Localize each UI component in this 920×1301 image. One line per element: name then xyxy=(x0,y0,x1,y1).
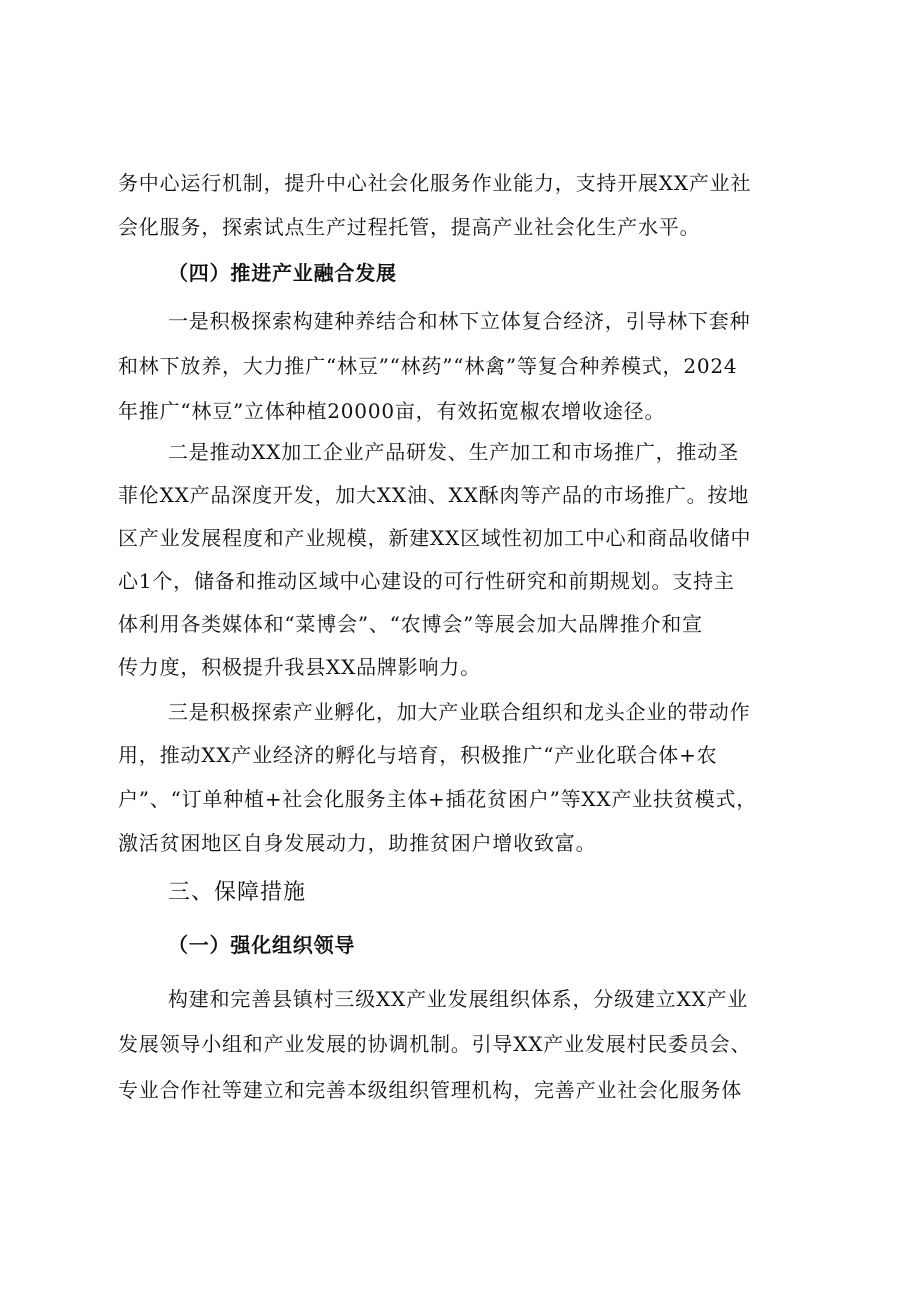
text-line: 心1个，储备和推动区域中心建设的可行性研究和前期规划。支持主 xyxy=(118,569,735,593)
section-heading: （一）强化组织领导 xyxy=(168,933,356,957)
text-line: 用，推动XX产业经济的孵化与培育，积极推广“产业化联合体+农 xyxy=(118,743,718,767)
text-line: 户”、“订单种植+社会化服务主体+插花贫困户”等XX产业扶贫模式， xyxy=(118,787,758,811)
text-line: 一是积极探索构建种养结合和林下立体复合经济，引导林下套种 xyxy=(168,309,751,333)
chapter-heading: 三、保障措施 xyxy=(168,880,307,905)
section-heading: （四）推进产业融合发展 xyxy=(168,261,397,285)
text-line: 发展领导小组和产业发展的协调机制。引导XX产业发展村民委员会、 xyxy=(118,1032,752,1056)
text-line: 会化服务，探索试点生产过程托管，提高产业社会化生产水平。 xyxy=(118,215,701,239)
text-line: 专业合作社等建立和完善本级组织管理机构，完善产业社会化服务体 xyxy=(118,1078,742,1102)
text-line: 构建和完善县镇村三级XX产业发展组织体系，分级建立XX产业 xyxy=(168,987,749,1011)
text-line: 二是推动XX加工企业产品研发、生产加工和市场推广，推动圣 xyxy=(168,440,739,464)
text-line: 三是积极探索产业孵化，加大产业联合组织和龙头企业的带动作 xyxy=(168,700,751,724)
text-line: 激活贫困地区自身发展动力，助推贫困户增收致富。 xyxy=(118,831,597,855)
text-line: 务中心运行机制，提升中心社会化服务作业能力，支持开展XX产业社 xyxy=(118,171,752,195)
text-line: 菲伦XX产品深度开发，加大XX油、XX酥肉等产品的市场推广。按地 xyxy=(118,483,750,507)
text-line: 体利用各类媒体和“菜博会”、“农博会”等展会加大品牌推介和宣 xyxy=(118,612,703,636)
text-line: 年推广“林豆”立体种植20000亩，有效拓宽椒农增收途径。 xyxy=(118,399,666,423)
text-line: 和林下放养，大力推广“林豆”“林药”“林禽”等复合种养模式，2024 xyxy=(118,354,738,378)
text-line: 传力度，积极提升我县XX品牌影响力。 xyxy=(118,655,481,679)
text-line: 区产业发展程度和产业规模，新建XX区域性初加工中心和商品收储中 xyxy=(118,526,752,550)
